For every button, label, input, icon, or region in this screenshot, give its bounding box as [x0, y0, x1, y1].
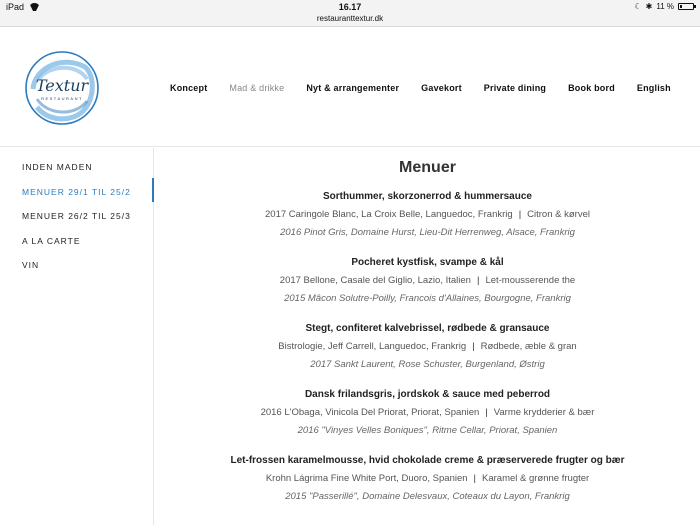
textur-logo[interactable] — [23, 49, 101, 127]
nav-nyt-arrangementer[interactable]: Nyt & arrangementer — [306, 83, 400, 93]
sidebar-item-menuer-jan-feb[interactable]: MENUER 29/1 TIL 25/2 — [0, 173, 153, 198]
course-title: Sorthummer, skorzonerrod & hummersauce — [323, 191, 532, 202]
nav-english[interactable]: English — [636, 83, 671, 93]
url-bar[interactable]: restauranttextur.dk — [316, 14, 384, 23]
course-title: Dansk frilandsgris, jordskok & sauce med peberrod — [304, 389, 551, 400]
course-title: Pocheret kystfisk, svampe & kål — [351, 257, 504, 268]
page-title: Menuer — [399, 159, 456, 176]
battery-fill — [680, 5, 682, 8]
juice-pairing: Karamel & grønne frugter — [482, 473, 590, 484]
main-navigation — [170, 83, 671, 93]
juice-pairing: Citron & kørvel — [527, 209, 590, 220]
separator: | — [473, 473, 476, 484]
alt-wine-pairing: 2015 "Passerillé", Domaine Delesvaux, Coteaux du Layon, Frankrig — [285, 491, 570, 502]
alt-wine-pairing: 2017 Sankt Laurent, Rose Schuster, Burgenland, Østrig — [310, 359, 545, 370]
status-time: 16.17 — [338, 2, 362, 12]
course-item — [155, 254, 700, 308]
course-item — [155, 320, 700, 374]
course-title: Let-frossen karamelmousse, hvid chokolade creme & præserverede frugter og bær — [230, 455, 625, 466]
logo-wordmark: Textur — [35, 76, 89, 95]
wine-pairing: Bistrologie, Jeff Carrell, Languedoc, Frankrig — [278, 341, 467, 352]
battery-icon — [678, 3, 694, 10]
separator: | — [472, 341, 475, 352]
juice-pairing: Let-mousserende the — [485, 275, 576, 286]
wine-pairing: 2016 L'Obaga, Vinicola Del Priorat, Priorat, Spanien — [260, 407, 480, 418]
alt-wine-pairing: 2016 "Vinyes Velles Boniques", Ritme Cellar, Priorat, Spanien — [297, 425, 558, 436]
sidebar-item-vin[interactable]: VIN — [22, 260, 40, 270]
sidebar-item-a-la-carte[interactable]: A LA CARTE — [22, 235, 81, 246]
wine-pairing: 2017 Bellone, Casale del Giglio, Lazio, Italien — [279, 275, 471, 286]
browser-status-bar — [0, 0, 700, 27]
nav-private-dining[interactable]: Private dining — [483, 83, 547, 93]
moon-icon: ☾ — [634, 2, 642, 11]
nav-mad-drikke[interactable]: Mad & drikke — [229, 83, 285, 93]
nav-koncept[interactable]: Koncept — [170, 83, 208, 93]
alt-wine-pairing: 2016 Pinot Gris, Domaine Hurst, Lieu-Dit Herrenweg, Alsace, Frankrig — [280, 227, 575, 238]
separator: | — [485, 407, 488, 418]
nav-gavekort[interactable]: Gavekort — [421, 83, 462, 93]
nav-book-bord[interactable]: Book bord — [568, 83, 615, 93]
site-header — [0, 27, 700, 147]
device-name: iPad — [6, 2, 25, 12]
status-right — [634, 2, 694, 11]
course-item — [155, 188, 700, 242]
course-title: Stegt, confiteret kalvebrissel, rødbede & gransauce — [305, 323, 550, 334]
pairing-line — [155, 404, 700, 422]
juice-pairing: Varme krydderier & bær — [493, 407, 595, 418]
sidebar-item-inden-maden[interactable]: INDEN MADEN — [22, 162, 93, 172]
sidebar-item-menuer-feb-mar[interactable]: MENUER 26/2 TIL 25/3 — [22, 211, 131, 221]
logo-subtitle: RESTAURANT — [41, 96, 83, 101]
course-item — [155, 452, 700, 506]
bluetooth-icon: ✱ — [645, 2, 653, 11]
battery-percent: 11 % — [656, 2, 674, 11]
separator: | — [476, 275, 480, 286]
sidebar — [0, 148, 154, 525]
course-item — [155, 386, 700, 440]
pairing-line — [155, 206, 700, 224]
wine-pairing: Krohn Lágrima Fine White Port, Duoro, Spanien — [265, 473, 468, 484]
pairing-line — [155, 272, 700, 290]
alt-wine-pairing: 2015 Mâcon Solutre-Poilly, Francois d'Allaines, Bourgogne, Frankrig — [284, 293, 571, 304]
juice-pairing: Rødbede, æble & gran — [480, 341, 577, 352]
pairing-line — [155, 470, 700, 488]
separator: | — [518, 209, 522, 220]
pairing-line — [155, 338, 700, 356]
logo-brush-circle — [23, 49, 101, 127]
wine-pairing: 2017 Caringole Blanc, La Croix Belle, Languedoc, Frankrig — [265, 209, 513, 220]
menu-content — [155, 148, 700, 525]
